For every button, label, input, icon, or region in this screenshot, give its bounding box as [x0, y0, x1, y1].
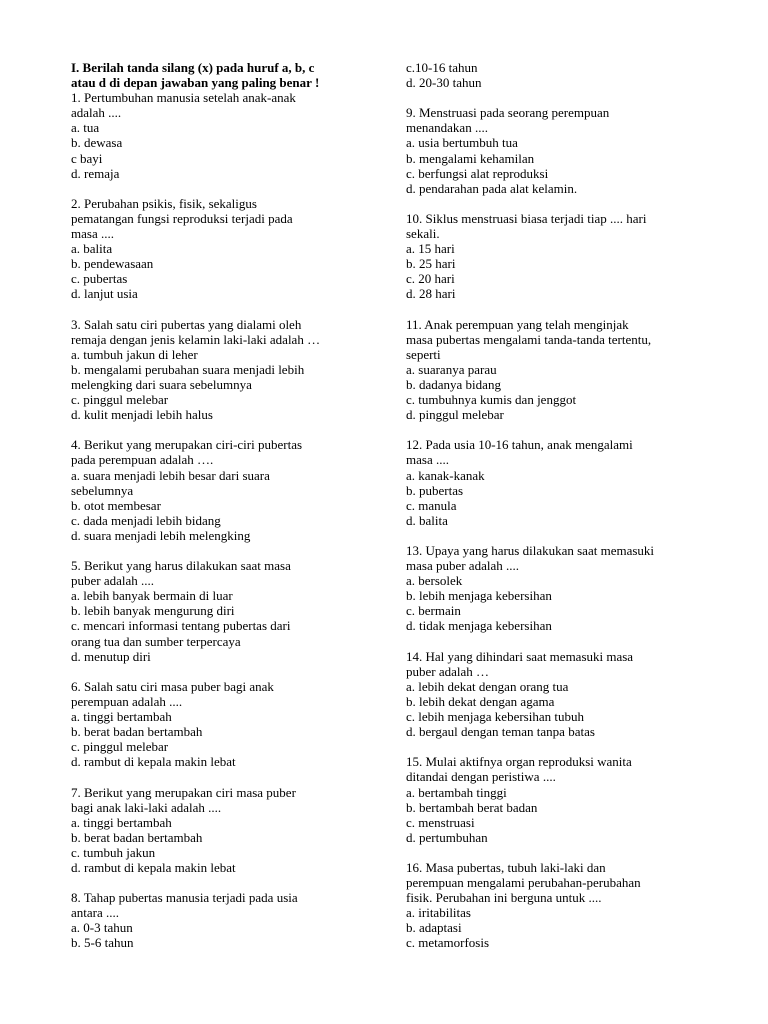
answer-option: c. berfungsi alat reproduksi: [406, 165, 549, 181]
answer-option: d. 28 hari: [406, 286, 456, 302]
answer-option: a. suara menjadi lebih besar dari suara: [71, 467, 270, 483]
answer-option: b. pendewasaan: [71, 256, 154, 272]
answer-option: b. berat badan bertambah: [71, 829, 203, 845]
question-text-line: perempuan mengalami perubahan-perubahan: [406, 875, 641, 891]
question-spacer: [406, 528, 706, 543]
question-block: [406, 649, 706, 740]
answer-option: c. pinggul melebar: [71, 739, 169, 755]
answer-option: d. tidak menjaga kebersihan: [406, 618, 552, 634]
answer-option: c. dada menjadi lebih bidang: [71, 512, 221, 528]
answer-option: d. rambut di kepala makin lebat: [71, 754, 236, 770]
answer-option: d. remaja: [71, 165, 120, 181]
answer-option: d. menutup diri: [71, 648, 151, 664]
question-spacer: [406, 634, 706, 649]
answer-option: d. bergaul dengan teman tanpa batas: [406, 724, 595, 740]
answer-option: a. tumbuh jakun di leher: [71, 346, 198, 362]
answer-option: d. suara menjadi lebih melengking: [71, 527, 251, 543]
question-text-line: 12. Pada usia 10-16 tahun, anak mengalami: [406, 437, 633, 453]
question-block: [71, 785, 371, 876]
answer-option: c. tumbuh jakun: [71, 844, 156, 860]
right-column: [406, 60, 706, 951]
question-text-line: pematangan fungsi reproduksi terjadi pada: [71, 210, 293, 226]
answer-option: a. tinggi bertambah: [71, 709, 172, 725]
question-spacer: [406, 845, 706, 860]
question-spacer: [71, 302, 371, 317]
answer-option: c. pubertas: [71, 271, 128, 287]
question-block: [406, 754, 706, 845]
answer-option: a. bersolek: [406, 573, 463, 589]
question-text-line: 6. Salah satu ciri masa puber bagi anak: [71, 678, 274, 694]
answer-option: b. adaptasi: [406, 920, 462, 936]
question-spacer: [406, 196, 706, 211]
answer-option: c bayi: [71, 150, 103, 166]
question-block: [71, 558, 371, 664]
question-block: [406, 437, 706, 528]
question-text-line: 11. Anak perempuan yang telah menginjak: [406, 316, 629, 332]
question-text-line: 10. Siklus menstruasi biasa terjadi tiap .... hari: [406, 210, 647, 226]
question-spacer: [406, 422, 706, 437]
instruction-line-1: I. Berilah tanda silang (x) pada huruf a, b, c: [71, 60, 315, 75]
answer-option: b. dewasa: [71, 135, 123, 151]
question-text-line: ditandai dengan peristiwa ....: [406, 769, 556, 785]
question-block: [71, 90, 371, 181]
answer-option: c. lebih menjaga kebersihan tubuh: [406, 709, 584, 725]
question-text-line: seperti: [406, 346, 441, 362]
answer-option: c.10-16 tahun: [406, 60, 478, 75]
answer-option: a. kanak-kanak: [406, 467, 485, 483]
answer-option: b. lebih menjaga kebersihan: [406, 588, 552, 604]
question-block: [406, 211, 706, 302]
question-spacer: [406, 302, 706, 317]
question-spacer: [71, 181, 371, 196]
answer-option: c. 20 hari: [406, 271, 455, 287]
answer-option: b. berat badan bertambah: [71, 724, 203, 740]
question-spacer: [71, 875, 371, 890]
question-text-line: puber adalah ....: [71, 573, 155, 589]
question-text-line: masa ....: [71, 226, 114, 242]
answer-option: b. mengalami perubahan suara menjadi lebih: [71, 361, 305, 377]
answer-option: a. suaranya parau: [406, 361, 497, 377]
question-text-line: adalah ....: [71, 105, 122, 121]
question-spacer: [71, 422, 371, 437]
answer-option: a. bertambah tinggi: [406, 784, 507, 800]
answer-option: b. dadanya bidang: [406, 376, 501, 392]
question-text-line: 4. Berikut yang merupakan ciri-ciri pubertas: [71, 437, 303, 453]
answer-option: a. tua: [71, 120, 100, 136]
answer-option: b. 5-6 tahun: [71, 935, 134, 951]
answer-option: d. rambut di kepala makin lebat: [71, 859, 236, 875]
question-block: [71, 679, 371, 770]
question-text-line: 5. Berikut yang harus dilakukan saat masa: [71, 558, 291, 574]
question-text-line: perempuan adalah ....: [71, 693, 183, 709]
question-text-line: 3. Salah satu ciri pubertas yang dialami oleh: [71, 316, 302, 332]
question-block: [71, 437, 371, 543]
answer-option: c. bermain: [406, 603, 461, 619]
answer-option: d. balita: [406, 512, 448, 528]
question-spacer: [71, 543, 371, 558]
answer-option: sebelumnya: [71, 482, 134, 498]
answer-option: d. 20-30 tahun: [406, 75, 482, 91]
answer-option: c. tumbuhnya kumis dan jenggot: [406, 392, 577, 408]
question-text-line: 8. Tahap pubertas manusia terjadi pada usia: [71, 890, 298, 906]
question-text-line: remaja dengan jenis kelamin laki-laki adalah …: [71, 331, 321, 347]
question-text-line: 7. Berikut yang merupakan ciri masa puber: [71, 784, 296, 800]
question-text-line: 1. Pertumbuhan manusia setelah anak-anak: [71, 90, 296, 106]
question-spacer: [71, 664, 371, 679]
answer-option: a. usia bertumbuh tua: [406, 135, 518, 151]
answer-option: b. bertambah berat badan: [406, 799, 538, 815]
question-block: [406, 317, 706, 423]
answer-option: c. pinggul melebar: [71, 392, 169, 408]
answer-option: a. lebih banyak bermain di luar: [71, 588, 233, 604]
question-block: [406, 105, 706, 196]
question-text-line: menandakan ....: [406, 120, 488, 136]
answer-option: b. 25 hari: [406, 256, 456, 272]
answer-option: d. pertumbuhan: [406, 829, 488, 845]
answer-option: b. mengalami kehamilan: [406, 150, 535, 166]
question-text-line: masa pubertas mengalami tanda-tanda tertentu,: [406, 331, 652, 347]
answer-option: a. 0-3 tahun: [71, 920, 133, 936]
answer-option: melengking dari suara sebelumnya: [71, 376, 252, 392]
question-block: [71, 196, 371, 302]
question-text-line: 16. Masa pubertas, tubuh laki-laki dan: [406, 859, 606, 875]
question-text-line: masa puber adalah ....: [406, 558, 519, 574]
question-text-line: 2. Perubahan psikis, fisik, sekaligus: [71, 195, 257, 211]
question-spacer: [406, 90, 706, 105]
question-text-line: sekali.: [406, 226, 440, 242]
question-spacer: [71, 769, 371, 784]
question-block: [71, 317, 371, 423]
answer-option: c. metamorfosis: [406, 935, 490, 951]
answer-option: d. pinggul melebar: [406, 407, 504, 423]
question-block: [406, 543, 706, 634]
question-text-line: 15. Mulai aktifnya organ reproduksi wanita: [406, 754, 632, 770]
answer-option: d. kulit menjadi lebih halus: [71, 407, 213, 423]
question-text-line: fisik. Perubahan ini berguna untuk ....: [406, 890, 602, 906]
answer-option: c. mencari informasi tentang pubertas dari: [71, 618, 291, 634]
question-text-line: puber adalah …: [406, 663, 490, 679]
answer-option: a. tinggi bertambah: [71, 814, 172, 830]
question-block: [406, 860, 706, 951]
answer-option: d. pendarahan pada alat kelamin.: [406, 180, 578, 196]
question-block: [406, 60, 706, 90]
answer-option: b. lebih banyak mengurung diri: [71, 603, 235, 619]
instruction-line-2: atau d di depan jawaban yang paling benar !: [71, 75, 320, 91]
answer-option: orang tua dan sumber terpercaya: [71, 633, 241, 649]
answer-option: a. iritabilitas: [406, 905, 471, 921]
answer-option: d. lanjut usia: [71, 286, 138, 302]
left-column: [71, 60, 371, 951]
answer-option: b. pubertas: [406, 482, 464, 498]
question-text-line: bagi anak laki-laki adalah ....: [71, 799, 222, 815]
question-block: [71, 890, 371, 950]
answer-option: a. balita: [71, 241, 113, 257]
answer-option: a. lebih dekat dengan orang tua: [406, 678, 569, 694]
question-text-line: 9. Menstruasi pada seorang perempuan: [406, 105, 610, 121]
answer-option: b. lebih dekat dengan agama: [406, 693, 555, 709]
question-text-line: masa ....: [406, 452, 449, 468]
question-text-line: pada perempuan adalah ….: [71, 452, 214, 468]
question-text-line: 14. Hal yang dihindari saat memasuki masa: [406, 648, 634, 664]
answer-option: c. menstruasi: [406, 814, 475, 830]
question-text-line: antara ....: [71, 905, 120, 921]
answer-option: a. 15 hari: [406, 241, 455, 257]
answer-option: b. otot membesar: [71, 497, 161, 513]
question-text-line: 13. Upaya yang harus dilakukan saat memasuki: [406, 543, 655, 558]
question-spacer: [406, 739, 706, 754]
answer-option: c. manula: [406, 497, 457, 513]
